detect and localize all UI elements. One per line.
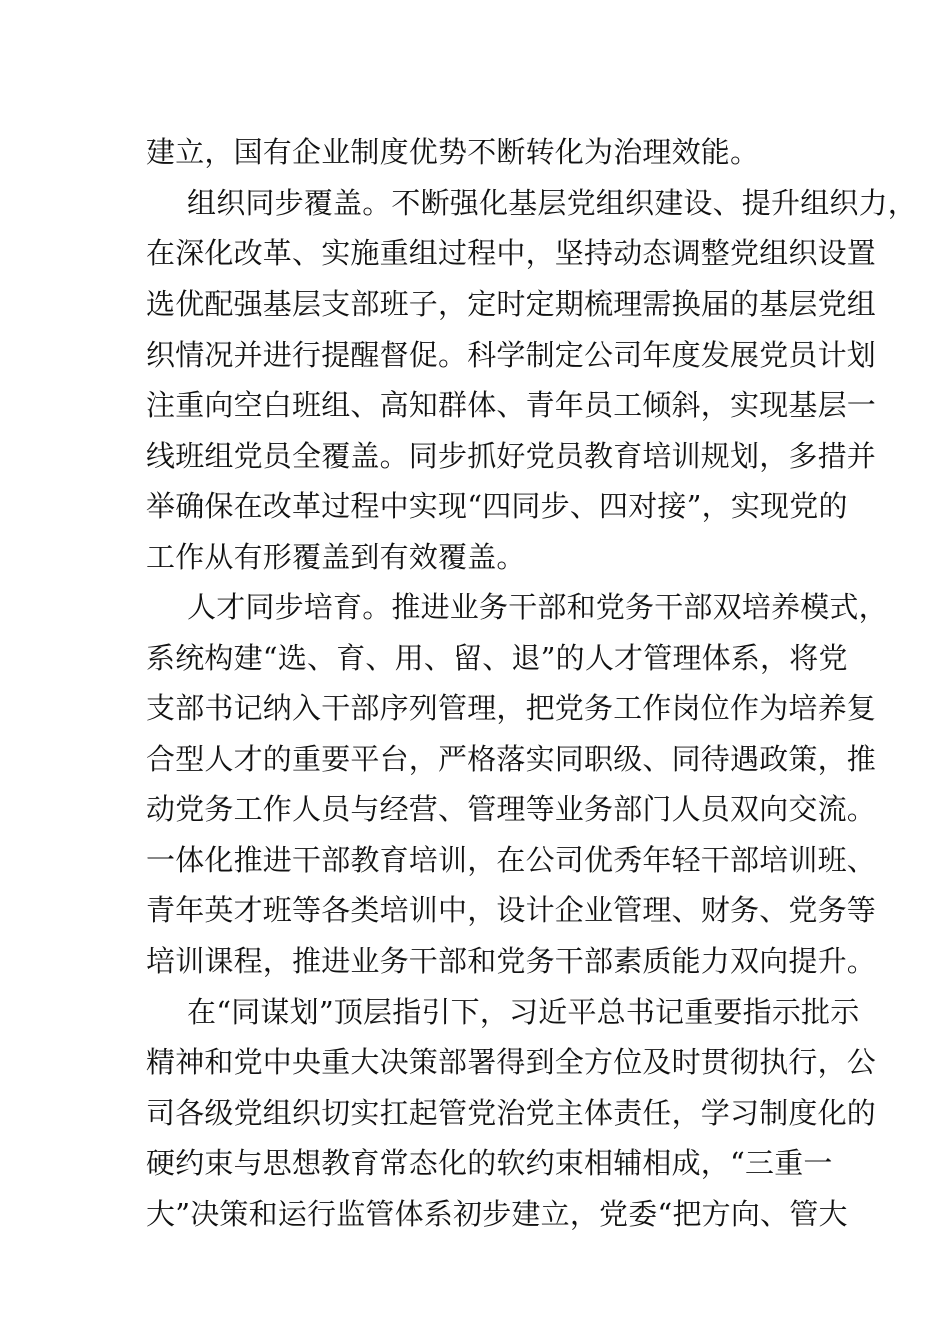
text-line: 在深化改革、实施重组过程中，坚持动态调整党组织设置 [146,236,877,270]
text-line: 工作从有形覆盖到有效覆盖。 [146,540,526,574]
text-line: 人才同步培育。推进业务干部和党务干部双培养模式， [187,590,888,624]
text-line: 在“同谋划”顶层指引下，习近平总书记重要指示批示 [187,995,860,1029]
text-line: 青年英才班等各类培训中，设计企业管理、财务、党务等 [146,893,877,927]
text-line: 织情况并进行提醒督促。科学制定公司年度发展党员计划 [146,338,877,372]
text-line: 举确保在改革过程中实现“四同步、四对接”，实现党的 [146,489,848,523]
text-line: 合型人才的重要平台，严格落实同职级、同待遇政策，推 [146,742,877,776]
text-line: 精神和党中央重大决策部署得到全方位及时贯彻执行，公 [146,1045,877,1079]
text-line: 硬约束与思想教育常态化的软约束相辅相成，“三重一 [146,1146,833,1180]
text-line: 建立，国有企业制度优势不断转化为治理效能。 [146,135,760,169]
text-line: 司各级党组织切实扛起管党治党主体责任，学习制度化的 [146,1096,877,1130]
text-line: 系统构建“选、育、用、留、退”的人才管理体系，将党 [146,641,848,675]
text-line: 支部书记纳入干部序列管理，把党务工作岗位作为培养复 [146,691,877,725]
text-line: 组织同步覆盖。不断强化基层党组织建设、提升组织力， [187,186,918,220]
text-line: 大”决策和运行监管体系初步建立，党委“把方向、管大 [146,1197,848,1231]
text-line: 选优配强基层支部班子，定时定期梳理需换届的基层党组 [146,287,877,321]
text-line: 培训课程，推进业务干部和党务干部素质能力双向提升。 [146,944,877,978]
text-line: 一体化推进干部教育培训，在公司优秀年轻干部培训班、 [146,843,877,877]
text-line: 注重向空白班组、高知群体、青年员工倾斜，实现基层一 [146,388,877,422]
text-line: 动党务工作人员与经营、管理等业务部门人员双向交流。 [146,792,877,826]
text-line: 线班组党员全覆盖。同步抓好党员教育培训规划，多措并 [146,439,877,473]
